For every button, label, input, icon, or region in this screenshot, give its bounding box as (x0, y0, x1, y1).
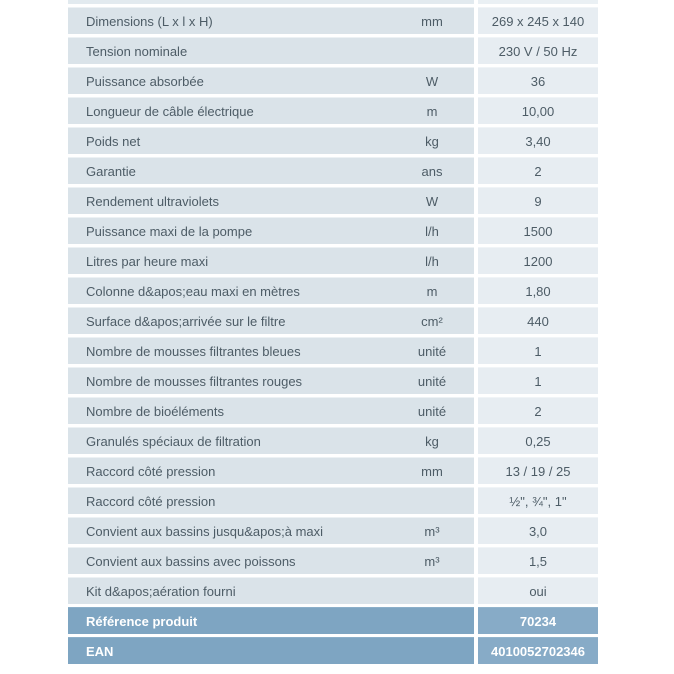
spec-label-cell (68, 637, 474, 664)
spec-label: Convient aux bassins avec poissons (86, 553, 296, 569)
spec-label-cell (68, 127, 474, 154)
spec-row (68, 67, 598, 94)
spec-label-cell (68, 337, 474, 364)
spec-unit: unité (417, 373, 447, 389)
spec-value-cell (478, 547, 598, 574)
spec-value-cell (478, 67, 598, 94)
spec-label: Raccord côté pression (86, 463, 216, 479)
spec-unit: W (425, 73, 439, 89)
spec-row (68, 127, 598, 154)
spec-row (68, 97, 598, 124)
spec-label: Garantie (86, 163, 136, 179)
spec-value-cell (478, 427, 598, 454)
spec-label-cell (68, 547, 474, 574)
spec-label-cell (68, 487, 474, 514)
spec-value-cell (478, 187, 598, 214)
spec-unit: ans (421, 163, 443, 179)
spec-row (68, 7, 598, 34)
spec-label-cell (68, 427, 474, 454)
spec-label: Nombre de bioéléments (86, 403, 225, 419)
spec-value: 2 (534, 403, 542, 419)
spec-value: 9 (534, 193, 542, 209)
spec-value: 36 (530, 73, 546, 89)
spec-row (68, 547, 598, 574)
spec-row (68, 187, 598, 214)
spec-label-cell (68, 247, 474, 274)
spec-label-cell (68, 367, 474, 394)
spec-row (68, 427, 598, 454)
spec-value-cell (478, 247, 598, 274)
spec-label: Longueur de câble électrique (86, 103, 254, 119)
spec-label-cell (68, 97, 474, 124)
spec-label: Litres par heure maxi (86, 253, 209, 269)
spec-unit: l/h (425, 223, 439, 239)
spec-value: 1,80 (525, 283, 551, 299)
spec-label: EAN (86, 643, 114, 659)
spec-unit: unité (417, 403, 447, 419)
spec-label: Nombre de mousses filtrantes rouges (86, 373, 303, 389)
spec-unit: mm (421, 13, 443, 29)
spec-value-cell (478, 7, 598, 34)
spec-label: Dimensions (L x l x H) (86, 13, 213, 29)
spec-row (68, 37, 598, 64)
spec-value-cell (478, 217, 598, 244)
spec-label-cell (68, 157, 474, 184)
spec-row (68, 457, 598, 484)
spec-row (68, 637, 598, 664)
spec-label: Poids net (86, 133, 141, 149)
cropped-row-top (68, 0, 598, 4)
spec-unit: m (426, 103, 438, 119)
spec-value: 1500 (523, 223, 553, 239)
spec-label-cell (68, 67, 474, 94)
spec-value: 1 (534, 343, 542, 359)
spec-value-cell (478, 37, 598, 64)
spec-label: Granulés spéciaux de filtration (86, 433, 261, 449)
spec-value: 269 x 245 x 140 (491, 13, 585, 29)
spec-value: 10,00 (521, 103, 555, 119)
spec-row (68, 367, 598, 394)
spec-label-cell (68, 457, 474, 484)
spec-row (68, 397, 598, 424)
spec-label: Tension nominale (86, 43, 188, 59)
spec-value-cell (478, 337, 598, 364)
spec-label: Rendement ultraviolets (86, 193, 219, 209)
spec-row (68, 217, 598, 244)
spec-label-cell (68, 277, 474, 304)
spec-value-cell (478, 307, 598, 334)
spec-value: 3,40 (525, 133, 551, 149)
spec-label: Raccord côté pression (86, 493, 216, 509)
spec-label-cell (68, 7, 474, 34)
spec-value: 13 / 19 / 25 (505, 463, 571, 479)
spec-value: 4010052702346 (491, 643, 585, 659)
spec-label: Référence produit (86, 613, 198, 629)
spec-value: oui (529, 583, 547, 599)
spec-label-cell (68, 187, 474, 214)
spec-row (68, 277, 598, 304)
spec-label-cell (68, 607, 474, 634)
spec-unit: m³ (424, 523, 440, 539)
spec-value-cell (478, 517, 598, 544)
spec-unit: unité (417, 343, 447, 359)
spec-value: 70234 (519, 613, 557, 629)
spec-unit: l/h (425, 253, 439, 269)
spec-value-cell (478, 367, 598, 394)
spec-value: ½", ¾", 1" (509, 493, 567, 509)
spec-value: 440 (527, 313, 549, 329)
spec-value-cell (478, 607, 598, 634)
spec-value-cell (478, 397, 598, 424)
spec-row (68, 577, 598, 604)
spec-row (68, 247, 598, 274)
spec-label-cell (68, 517, 474, 544)
spec-unit: kg (425, 133, 439, 149)
spec-value-cell (478, 277, 598, 304)
spec-label: Puissance absorbée (86, 73, 204, 89)
spec-unit: cm² (421, 313, 443, 329)
spec-value: 1 (534, 373, 542, 389)
spec-value-cell (478, 97, 598, 124)
spec-row (68, 607, 598, 634)
spec-label: Colonne d&apos;eau maxi en mètres (86, 283, 300, 299)
spec-label-cell (68, 217, 474, 244)
spec-label: Convient aux bassins jusqu&apos;à maxi (86, 523, 324, 539)
cropped-row-value-cell (478, 0, 598, 4)
spec-value: 230 V / 50 Hz (498, 43, 578, 59)
product-spec-table (68, 0, 598, 667)
spec-label-cell (68, 577, 474, 604)
spec-label-cell (68, 397, 474, 424)
spec-label: Puissance maxi de la pompe (86, 223, 253, 239)
spec-unit: m (426, 283, 438, 299)
spec-rows (68, 7, 598, 664)
spec-value-cell (478, 487, 598, 514)
spec-row (68, 337, 598, 364)
spec-value: 2 (534, 163, 542, 179)
spec-value: 0,25 (525, 433, 551, 449)
spec-label-cell (68, 37, 474, 64)
spec-value-cell (478, 637, 598, 664)
cropped-row-label-cell (68, 0, 474, 4)
spec-label: Nombre de mousses filtrantes bleues (86, 343, 301, 359)
spec-value: 3,0 (528, 523, 548, 539)
spec-value-cell (478, 457, 598, 484)
spec-value: 1200 (523, 253, 553, 269)
spec-label-cell (68, 307, 474, 334)
spec-value-cell (478, 127, 598, 154)
spec-row (68, 487, 598, 514)
spec-value: 1,5 (528, 553, 548, 569)
spec-unit: W (425, 193, 439, 209)
spec-row (68, 517, 598, 544)
spec-unit: kg (425, 433, 439, 449)
spec-label: Kit d&apos;aération fourni (86, 583, 236, 599)
spec-row (68, 157, 598, 184)
spec-value-cell (478, 157, 598, 184)
spec-label: Surface d&apos;arrivée sur le filtre (86, 313, 286, 329)
spec-value-cell (478, 577, 598, 604)
spec-unit: m³ (424, 553, 440, 569)
spec-unit: mm (421, 463, 443, 479)
spec-row (68, 307, 598, 334)
